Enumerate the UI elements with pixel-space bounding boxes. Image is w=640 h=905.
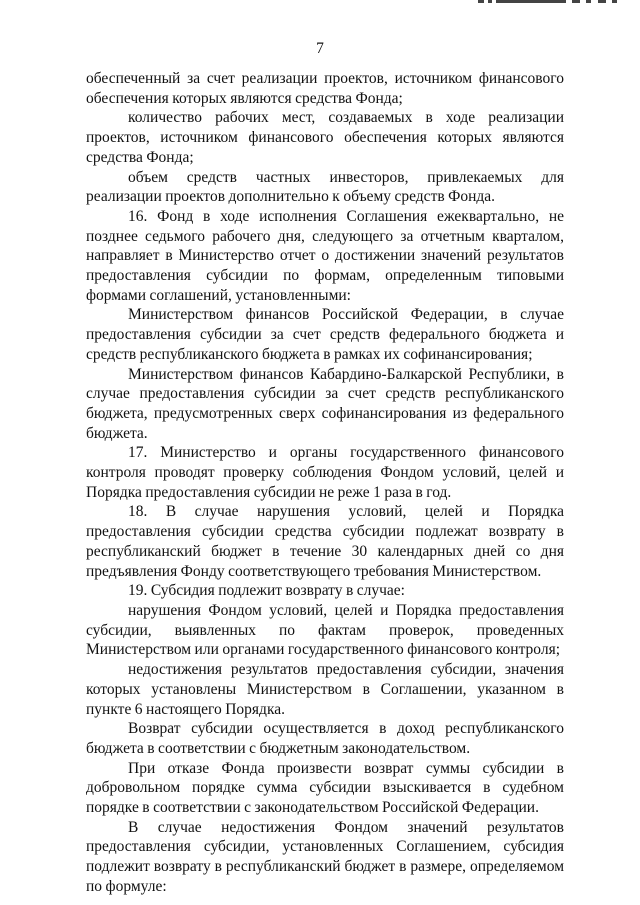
paragraph-clause-18: 18. В случае нарушения условий, целей и Порядка предоставления субсидии средства субсидии подлежат возврату в республиканский бюджет в течение 30 календарных дней со дня предъявления Фонду соответствующего требования Министерством. bbox=[86, 503, 564, 580]
paragraph-clause-19: 19. Субсидия подлежит возврату в случае: bbox=[128, 582, 405, 600]
paragraph-ministry-finance-rf: Министерством финансов Российской Федерации, в случае предоставления субсидии за счет средств федерального бюджета и средств республиканского бюджета в рамках их софинансирования; bbox=[86, 306, 564, 363]
paragraph-private-investors: объем средств частных инвесторов, привлекаемых для реализации проектов дополнительно к объему средств Фонда. bbox=[86, 168, 564, 206]
paragraph-refund-formula: В случае недостижения Фондом значений результатов предоставления субсидии, установленных Соглашением, субсидия подлежит возврату в республиканский бюджет в размере, определяемом по формуле: bbox=[86, 818, 564, 895]
header-stamp-marks bbox=[478, 0, 628, 4]
page-number: 7 bbox=[316, 40, 324, 57]
document-body bbox=[86, 69, 564, 897]
paragraph-jobs-count: количество рабочих мест, создаваемых в ходе реализации проектов, источником финансового обеспечения которых являются средства Фонда; bbox=[86, 109, 564, 166]
paragraph-clause-17: 17. Министерство и органы государственного финансового контроля проводят проверку соблюдения Фондом условий, целей и Порядка предоставления субсидии не реже 1 раза в год. bbox=[86, 444, 564, 501]
paragraph-ministry-finance-kbr: Министерством финансов Кабардино-Балкарской Республики, в случае предоставления субсидии за счет средств республиканского бюджета, предусмотренных сверх софинансирования из федерального бюджета. bbox=[86, 365, 564, 442]
paragraph-continuation: обеспеченный за счет реализации проектов, источником финансового обеспечения которых являются средства Фонда; bbox=[86, 70, 564, 107]
paragraph-violation-case: нарушения Фондом условий, целей и Порядка предоставления субсидии, выявленных по фактам проверок, проведенных Министерством или органами государственного финансового контроля; bbox=[86, 601, 564, 659]
paragraph-refund-budget: Возврат субсидии осуществляется в доход республиканского бюджета в соответствии с бюджетным законодательством. bbox=[86, 720, 564, 757]
paragraph-refusal-refund: При отказе Фонда произвести возврат суммы субсидии в добровольном порядке сумма субсидии взыскивается в судебном порядке в соответствии с законодательством Российской Федерации. bbox=[86, 759, 564, 817]
paragraph-clause-16: 16. Фонд в ходе исполнения Соглашения ежеквартально, не позднее седьмого рабочего дня, следующего за отчетным кварталом, направляет в Министерство отчет о достижении значений результатов предоставления субсидии по формам, определенным типовыми формами соглашений, установленными: bbox=[86, 207, 564, 304]
paragraph-non-achievement-case: недостижения результатов предоставления субсидии, значения которых установлены Министерством в Соглашении, указанном в пункте 6 настоящего Порядка. bbox=[86, 661, 564, 718]
